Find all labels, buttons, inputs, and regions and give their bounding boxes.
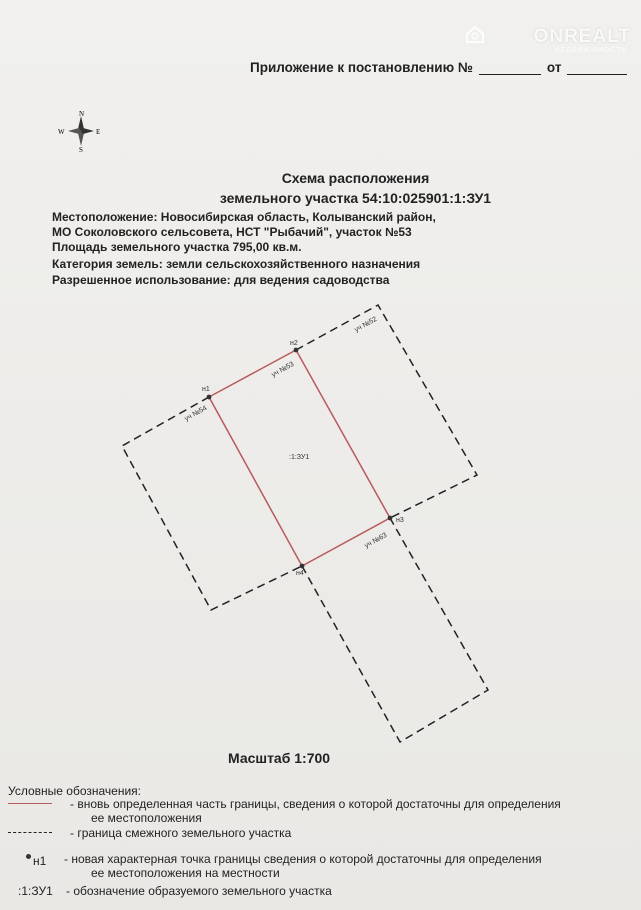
label-n2: н2	[290, 340, 298, 347]
point-n3	[388, 516, 393, 521]
legend-item-1-line-2: ее местоположения	[91, 811, 202, 825]
label-parcel-code: :1:ЗУ1	[289, 454, 310, 461]
watermark-brand: ONREALT	[533, 26, 631, 47]
legend-swatch-adjacent-boundary	[8, 832, 52, 833]
scheme-title: Схема расположения	[281, 170, 430, 186]
scheme-cadastral-number: земельного участка 54:10:025901:1:ЗУ1	[219, 190, 492, 206]
permitted-use-line: Разрешенное использование: для ведения садоводства	[52, 273, 390, 287]
label-parcel-54: уч №54	[183, 404, 209, 423]
appendix-label: Приложение к постановлению №	[250, 60, 473, 75]
location-line-2: МО Соколовского сельсовета, НСТ "Рыбачий", участок №53	[52, 225, 412, 239]
adjacent-boundary-p54	[122, 397, 302, 610]
label-n3: н3	[396, 517, 404, 524]
point-n2	[294, 348, 299, 353]
label-parcel-53: уч №53	[270, 360, 296, 379]
compass-n: N	[79, 110, 85, 118]
legend-title: Условные обозначения:	[8, 784, 141, 798]
label-n1: н1	[202, 386, 210, 393]
compass-e: E	[96, 128, 101, 136]
from-label: от	[546, 60, 562, 75]
label-parcel-52: уч №52	[353, 315, 379, 334]
point-n1	[207, 395, 212, 400]
compass-s: S	[79, 146, 83, 152]
legend-item-1-line-1: - вновь определенная часть границы, сведения о которой достаточны для определения	[70, 797, 561, 811]
legend-item-3-marker: н1	[33, 854, 47, 868]
legend-item-4-marker: :1:ЗУ1	[18, 884, 53, 898]
label-n4: н4	[296, 570, 304, 577]
adjacent-boundary-p52	[296, 305, 477, 518]
legend-item-4: - обозначение образуемого земельного участка	[66, 884, 332, 898]
legend-swatch-point	[26, 854, 31, 859]
legend-item-3-line-2: ее местоположения на местности	[91, 866, 280, 880]
legend-swatch-new-boundary	[8, 803, 52, 804]
watermark-subtitle: НЕДВИЖИМОСТЬ	[554, 47, 627, 54]
scale-label: Масштаб 1:700	[228, 750, 331, 766]
label-parcel-63: уч №63	[363, 531, 389, 550]
location-line-1: Местоположение: Новосибирская область, Колыванский район,	[52, 210, 436, 224]
area-line: Площадь земельного участка 795,00 кв.м.	[52, 240, 302, 254]
land-category-line: Категория земель: земли сельскохозяйственного назначения	[52, 257, 421, 271]
legend-item-3-line-1: - новая характерная точка границы сведения о которой достаточны для определения	[64, 852, 542, 866]
point-n4	[300, 564, 305, 569]
legend-item-2: - граница смежного земельного участка	[70, 826, 292, 840]
compass-w: W	[58, 128, 65, 136]
